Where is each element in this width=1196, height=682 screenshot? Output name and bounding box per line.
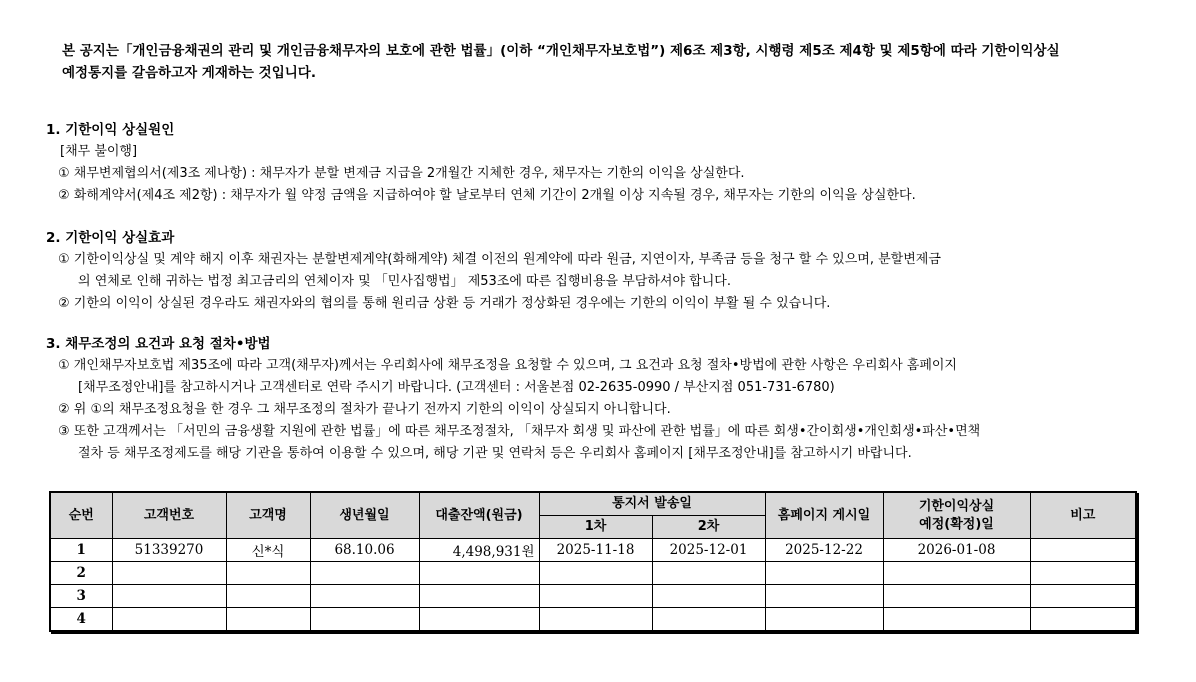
cell-second: [652, 562, 765, 585]
header-birth: 생년월일: [310, 492, 419, 539]
section-item-continued: [채무조정안내]를 참고하시거나 고객센터로 연락 주시기 바랍니다. (고객센터 : 서울본점 02-2635-0990 / 부산지점 051-731-6780): [78, 380, 835, 395]
cell-second: [652, 608, 765, 632]
section-item: ① 개인채무자보호법 제35조에 따라 고객(채무자)께서는 우리회사에 채무조정을 요청할 수 있으며, 그 요건과 요청 절차•방법에 관한 사항은 우리회사 홈페이지: [58, 358, 957, 373]
section-title: 1. 기한이익 상실원인: [46, 122, 175, 138]
cell-first: [539, 562, 652, 585]
cell-customer-no: [112, 585, 226, 608]
cell-seq: 2: [50, 562, 112, 585]
cell-remarks: [1030, 608, 1136, 632]
header-loss-date: [883, 492, 1030, 539]
header-loss-line-1: 기한이익상실: [918, 498, 995, 514]
section-item-continued: 의 연체로 인해 귀하는 법정 최고금리의 연체이자 및 「민사집행법」 제53조에 따른 집행비용을 부담하셔야 합니다.: [78, 274, 731, 289]
cell-balance: [419, 608, 539, 632]
cell-customer-name: 신*식: [226, 539, 310, 562]
cell-balance: [419, 585, 539, 608]
cell-seq: 4: [50, 608, 112, 632]
cell-loss-date: 2026-01-08: [883, 539, 1030, 562]
header-loss-line-2: 예정(확정)일: [919, 516, 994, 532]
cell-remarks: [1030, 585, 1136, 608]
section-item-continued: 절차 등 채무조정제도를 해당 기관을 통하여 이용할 수 있으며, 해당 기관 및 연락처 등은 우리회사 홈페이지 [채무조정안내]를 참고하시기 바랍니다.: [78, 446, 912, 461]
cell-remarks: [1030, 562, 1136, 585]
cell-homepage: [765, 585, 883, 608]
cell-customer-no: [112, 608, 226, 632]
intro-paragraph: [62, 40, 1152, 84]
section-title: 3. 채무조정의 요건과 요청 절차•방법: [46, 336, 271, 352]
header-seq: 순번: [50, 492, 112, 539]
header-first: 1차: [539, 516, 652, 539]
header-second: 2차: [652, 516, 765, 539]
cell-customer-no: 51339270: [112, 539, 226, 562]
cell-customer-name: [226, 562, 310, 585]
table-row: [50, 562, 1136, 585]
cell-homepage: [765, 562, 883, 585]
section-loss-cause: [46, 119, 1146, 207]
intro-line-2: 예정통지를 갈음하고자 게재하는 것입니다.: [62, 65, 316, 81]
section-title: 2. 기한이익 상실효과: [46, 230, 175, 246]
cell-seq: 1: [50, 539, 112, 562]
section-item: ② 위 ①의 채무조정요청을 한 경우 그 채무조정의 절차가 끝나기 전까지 기한의 이익이 상실되지 아니합니다.: [58, 402, 671, 417]
cell-customer-name: [226, 585, 310, 608]
cell-seq: 3: [50, 585, 112, 608]
cell-birth: 68.10.06: [310, 539, 419, 562]
cell-birth: [310, 585, 419, 608]
header-customer-name: 고객명: [226, 492, 310, 539]
header-notice-group: 통지서 발송일: [539, 492, 765, 516]
section-item: ③ 또한 고객께서는 「서민의 금융생활 지원에 관한 법률」에 따른 채무조정절차, 「채무자 회생 및 파산에 관한 법률」에 따른 회생•간이회생•개인회생•파산•면책: [58, 424, 981, 439]
table-row: [50, 585, 1136, 608]
table-row: [50, 608, 1136, 632]
cell-balance: [419, 562, 539, 585]
cell-loss-date: [883, 585, 1030, 608]
intro-line-1: 본 공지는「개인금융채권의 관리 및 개인금융채무자의 보호에 관한 법률」(이하 “개인채무자보호법”) 제6조 제3항, 시행령 제5조 제4항 및 제5항에 따라 기한이익상실: [62, 43, 1060, 59]
header-homepage: 홈페이지 게시일: [765, 492, 883, 539]
section-loss-effect: [46, 227, 1146, 315]
header-balance: 대출잔액(원금): [419, 492, 539, 539]
table-row: [50, 539, 1136, 562]
section-item: ① 채무변제협의서(제3조 제나항) : 채무자가 분할 변제금 지급을 2개월간 지체한 경우, 채무자는 기한의 이익을 상실한다.: [58, 166, 745, 181]
cell-remarks: [1030, 539, 1136, 562]
notice-table: [49, 491, 1137, 632]
section-item: ② 기한의 이익이 상실된 경우라도 채권자와의 협의를 통해 원리금 상환 등 거래가 정상화된 경우에는 기한의 이익이 부활 될 수 있습니다.: [58, 296, 831, 311]
cell-second: [652, 585, 765, 608]
cell-loss-date: [883, 608, 1030, 632]
cell-homepage: 2025-12-22: [765, 539, 883, 562]
cell-birth: [310, 608, 419, 632]
cell-first: [539, 608, 652, 632]
cell-birth: [310, 562, 419, 585]
header-customer-no: 고객번호: [112, 492, 226, 539]
section-item: ② 화해계약서(제4조 제2항) : 채무자가 월 약정 금액을 지급하여야 할 날로부터 연체 기간이 2개월 이상 지속될 경우, 채무자는 기한의 이익을 상실한다.: [58, 188, 916, 203]
cell-first: [539, 585, 652, 608]
cell-customer-no: [112, 562, 226, 585]
section-debt-adjustment: [46, 333, 1146, 465]
cell-first: 2025-11-18: [539, 539, 652, 562]
cell-homepage: [765, 608, 883, 632]
section-subheading: [채무 불이행]: [60, 144, 138, 159]
section-item: ① 기한이익상실 및 계약 해지 이후 채권자는 분할변제계약(화해계약) 체결 이전의 원계약에 따라 원금, 지연이자, 부족금 등을 청구 할 수 있으며, 분할변제금: [58, 252, 941, 267]
cell-second: 2025-12-01: [652, 539, 765, 562]
cell-loss-date: [883, 562, 1030, 585]
cell-balance: 4,498,931원: [419, 539, 539, 562]
header-remarks: 비고: [1030, 492, 1136, 539]
cell-customer-name: [226, 608, 310, 632]
